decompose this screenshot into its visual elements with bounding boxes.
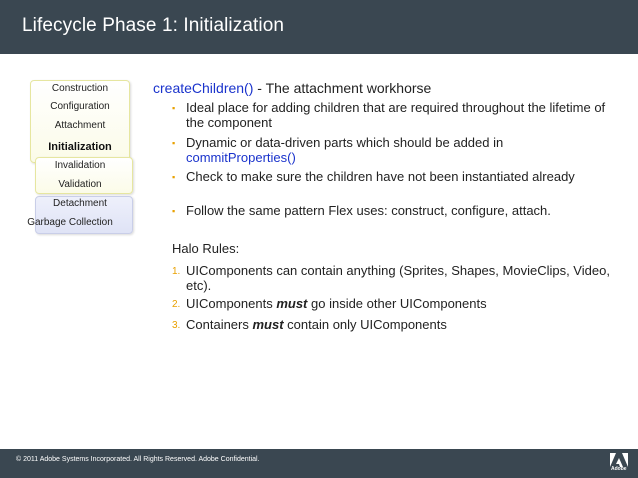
method-heading bbox=[153, 80, 431, 96]
rule-3-emphasis: must bbox=[252, 317, 284, 332]
rule-item-2 bbox=[186, 296, 626, 311]
phase-attachment: Attachment bbox=[54, 120, 106, 131]
rule-3-text-b: contain only UIComponents bbox=[283, 317, 447, 332]
bullet-item-2-text: Dynamic or data-driven parts which should be added in bbox=[186, 135, 504, 150]
copyright-text: © 2011 Adobe Systems Incorporated. All Rights Reserved. Adobe Confidential. bbox=[16, 456, 260, 463]
rules-heading: Halo Rules: bbox=[172, 241, 240, 256]
rule-2-text-a: UIComponents bbox=[186, 296, 277, 311]
rule-item-1 bbox=[186, 263, 616, 293]
bullet-item-2 bbox=[186, 135, 566, 165]
phase-garbage-collection: Garbage Collection bbox=[27, 217, 113, 228]
method-name: createChildren() bbox=[153, 80, 254, 96]
rule-number: 3. bbox=[172, 320, 181, 331]
phase-validation: Validation bbox=[58, 179, 102, 190]
footer-bar bbox=[0, 449, 638, 478]
method-desc: - The attachment workhorse bbox=[253, 80, 432, 96]
rule-1-text: UIComponents can contain anything (Sprites, Shapes, MovieClips, Video, etc). bbox=[186, 263, 610, 293]
rule-2-text-b: go inside other UIComponents bbox=[307, 296, 487, 311]
rule-number: 2. bbox=[172, 299, 181, 310]
bullet-item-3: Check to make sure the children have not been instantiated already bbox=[186, 169, 575, 184]
phase-detachment: Detachment bbox=[53, 198, 107, 209]
phase-configuration: Configuration bbox=[50, 101, 110, 112]
bullet-marker: ▪ bbox=[172, 103, 176, 113]
bullet-marker: ▪ bbox=[172, 206, 176, 216]
commit-properties-ref: commitProperties() bbox=[186, 150, 296, 165]
phase-construction: Construction bbox=[51, 83, 109, 94]
bullet-item-4: Follow the same pattern Flex uses: construct, configure, attach. bbox=[186, 203, 551, 218]
rule-2-emphasis: must bbox=[276, 296, 308, 311]
rule-item-3 bbox=[186, 317, 626, 332]
rule-number: 1. bbox=[172, 266, 181, 277]
phase-invalidation: Invalidation bbox=[54, 160, 106, 171]
rule-3-text-a: Containers bbox=[186, 317, 253, 332]
bullet-item-1: Ideal place for adding children that are required throughout the lifetime of the component bbox=[186, 100, 606, 130]
bullet-marker: ▪ bbox=[172, 172, 176, 182]
adobe-logo-text: Adobe bbox=[611, 466, 627, 472]
phase-initialization: Initialization bbox=[48, 141, 112, 153]
slide-title: Lifecycle Phase 1: Initialization bbox=[22, 15, 285, 36]
bullet-marker: ▪ bbox=[172, 138, 176, 148]
